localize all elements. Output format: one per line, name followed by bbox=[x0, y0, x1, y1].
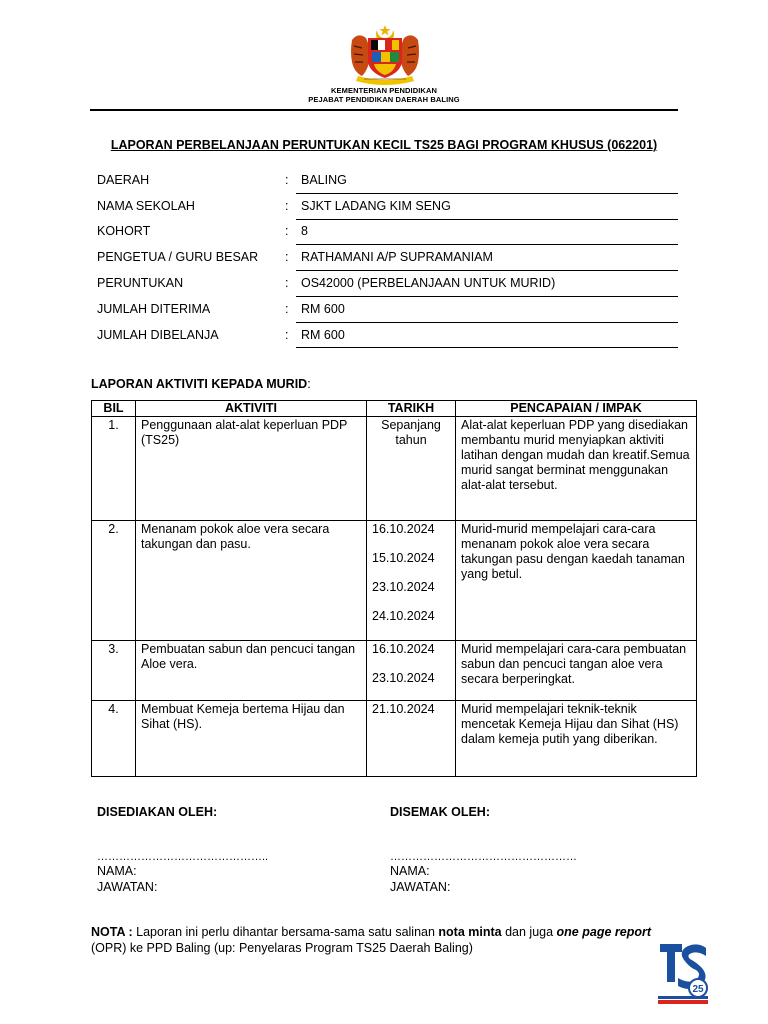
cell-bil: 4. bbox=[92, 701, 136, 777]
table-row bbox=[92, 417, 697, 521]
note-text: Laporan ini perlu dihantar bersama-sama satu salinan bbox=[132, 925, 439, 939]
cell-bil: 1. bbox=[92, 417, 136, 521]
info-value-jumlah-dibelanja: RM 600 bbox=[301, 328, 345, 342]
info-value-daerah: BALING bbox=[301, 173, 347, 187]
date-text: 15.10.2024 bbox=[372, 551, 435, 565]
prepared-by-label: DISEDIAKAN OLEH: bbox=[97, 805, 218, 819]
table-header-row bbox=[92, 401, 697, 417]
header-tarikh: TARIKH bbox=[367, 401, 456, 417]
signature-line-right: …………………………………………… bbox=[390, 851, 577, 863]
info-label-nama-sekolah: NAMA SEKOLAH bbox=[97, 199, 195, 213]
cell-impak: Alat-alat keperluan PDP yang disediakan membantu murid menyiapkan aktiviti latihan dengan mudah dan kreatif.Semua murid sangat berminat menggunakan alat-alat tersebut. bbox=[456, 417, 697, 521]
note-text: dan juga bbox=[501, 925, 557, 939]
info-colon: : bbox=[285, 276, 289, 290]
note-bold-nota-minta: nota minta bbox=[438, 925, 502, 939]
cell-tarikh bbox=[367, 417, 456, 521]
info-colon: : bbox=[285, 302, 289, 316]
date-text: 16.10.2024 bbox=[372, 642, 435, 656]
cell-impak: Murid mempelajari cara-cara pembuatan sabun dan pencuci tangan aloe vera secara berperingkat. bbox=[456, 641, 697, 701]
malaysia-coat-of-arms-icon bbox=[344, 22, 426, 86]
ts25-logo-icon bbox=[654, 938, 712, 1008]
cell-impak: Murid-murid mempelajari cara-cara menanam pokok aloe vera secara takungan pasu dengan kaedah tanaman yang betul. bbox=[456, 521, 697, 641]
info-colon: : bbox=[285, 250, 289, 264]
header-divider bbox=[90, 109, 678, 111]
cell-tarikh bbox=[367, 521, 456, 641]
info-label-peruntukan: PERUNTUKAN bbox=[97, 276, 184, 290]
ts25-logo-number: 25 bbox=[692, 984, 704, 995]
note-paragraph bbox=[91, 924, 671, 956]
cell-aktiviti: Menanam pokok aloe vera secara takungan dan pasu. bbox=[136, 521, 367, 641]
info-label-daerah: DAERAH bbox=[97, 173, 150, 187]
activity-table bbox=[91, 400, 697, 777]
note-text-line2: (OPR) ke PPD Baling (up: Penyelaras Program TS25 Daerah Baling) bbox=[91, 941, 473, 955]
table-row bbox=[92, 521, 697, 641]
position-label-right: JAWATAN: bbox=[390, 880, 451, 894]
date-text: 21.10.2024 bbox=[372, 702, 435, 716]
header-pencapaian: PENCAPAIAN / IMPAK bbox=[456, 401, 697, 417]
info-underline bbox=[296, 322, 678, 323]
info-label-kohort: KOHORT bbox=[97, 224, 151, 238]
date-text: Sepanjang tahun bbox=[381, 418, 441, 447]
info-colon: : bbox=[285, 224, 289, 238]
name-label-left: NAMA: bbox=[97, 864, 137, 878]
info-underline bbox=[296, 296, 678, 297]
info-underline bbox=[296, 219, 678, 220]
info-colon: : bbox=[285, 328, 289, 342]
info-value-peruntukan: OS42000 (PERBELANJAAN UNTUK MURID) bbox=[301, 276, 556, 290]
table-row bbox=[92, 701, 697, 777]
info-value-kohort: 8 bbox=[301, 224, 308, 238]
info-colon: : bbox=[285, 173, 289, 187]
date-text: 23.10.2024 bbox=[372, 671, 435, 685]
section-title-text: LAPORAN AKTIVITI KEPADA MURID bbox=[91, 377, 308, 391]
cell-impak: Murid mempelajari teknik-teknik mencetak Kemeja Hijau dan Sihat (HS) dalam kemeja putih yang diberikan. bbox=[456, 701, 697, 777]
header-aktiviti: AKTIVITI bbox=[136, 401, 367, 417]
cell-bil: 3. bbox=[92, 641, 136, 701]
header-bil: BIL bbox=[92, 401, 136, 417]
info-underline bbox=[296, 244, 678, 245]
info-value-jumlah-diterima: RM 600 bbox=[301, 302, 345, 316]
date-text: 16.10.2024 bbox=[372, 522, 435, 536]
info-label-jumlah-diterima: JUMLAH DITERIMA bbox=[97, 302, 211, 316]
office-name: PEJABAT PENDIDIKAN DAERAH BALING bbox=[308, 95, 460, 104]
section-title bbox=[91, 377, 311, 391]
info-colon: : bbox=[285, 199, 289, 213]
note-bold-opr: one page report bbox=[556, 925, 651, 939]
info-value-guru-besar: RATHAMANI A/P SUPRAMANIAM bbox=[301, 250, 493, 264]
info-underline bbox=[296, 193, 678, 194]
cell-tarikh bbox=[367, 641, 456, 701]
info-label-guru-besar: PENGETUA / GURU BESAR bbox=[97, 250, 259, 264]
info-underline bbox=[296, 347, 678, 348]
date-text: 23.10.2024 bbox=[372, 580, 435, 594]
cell-tarikh bbox=[367, 701, 456, 777]
note-label: NOTA : bbox=[91, 925, 133, 939]
signature-line-left: ……………………………………….. bbox=[97, 851, 269, 863]
table-row bbox=[92, 641, 697, 701]
cell-aktiviti: Penggunaan alat-alat keperluan PDP (TS25) bbox=[136, 417, 367, 521]
report-title: LAPORAN PERBELANJAAN PERUNTUKAN KECIL TS25 BAGI PROGRAM KHUSUS (062201) bbox=[110, 138, 658, 152]
cell-bil: 2. bbox=[92, 521, 136, 641]
ministry-name: KEMENTERIAN PENDIDIKAN bbox=[331, 86, 437, 95]
section-title-colon: : bbox=[307, 377, 311, 391]
cell-aktiviti: Pembuatan sabun dan pencuci tangan Aloe vera. bbox=[136, 641, 367, 701]
info-value-nama-sekolah: SJKT LADANG KIM SENG bbox=[301, 199, 451, 213]
checked-by-label: DISEMAK OLEH: bbox=[390, 805, 490, 819]
position-label-left: JAWATAN: bbox=[97, 880, 158, 894]
info-underline bbox=[296, 270, 678, 271]
name-label-right: NAMA: bbox=[390, 864, 430, 878]
date-text: 24.10.2024 bbox=[372, 609, 435, 623]
info-label-jumlah-dibelanja: JUMLAH DIBELANJA bbox=[97, 328, 219, 342]
cell-aktiviti: Membuat Kemeja bertema Hijau dan Sihat (HS). bbox=[136, 701, 367, 777]
